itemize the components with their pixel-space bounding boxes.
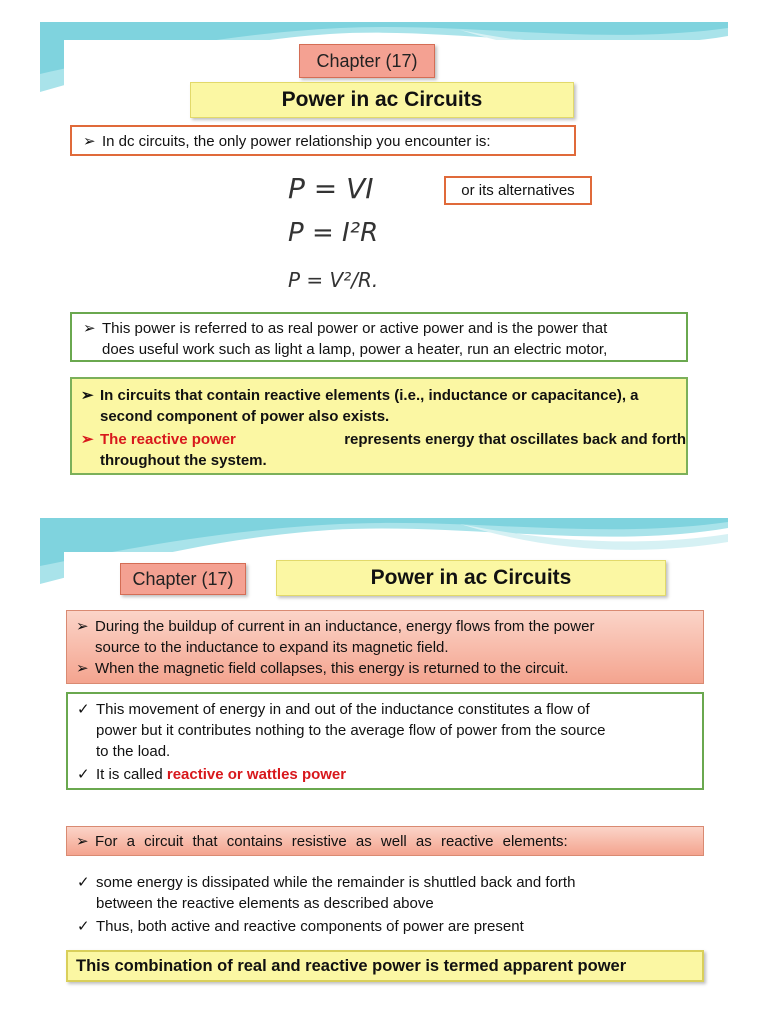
apparent-power-box: This combination of real and reactive power is termed apparent power <box>66 950 704 982</box>
chapter-label: Chapter (17) <box>120 563 246 595</box>
real-power-row <box>80 318 692 360</box>
circuit-row <box>73 831 705 852</box>
slide-2 <box>40 518 728 1000</box>
movement-check-1 <box>74 699 706 762</box>
arrow-bullet-icon: ➢ <box>76 618 89 635</box>
formula-p-i2r: P = I²R <box>288 218 379 248</box>
checkmark-icon: ✓ <box>77 766 90 783</box>
inductance-box <box>66 610 704 684</box>
reactive-line-3 <box>100 429 686 450</box>
real-power-box <box>70 312 688 362</box>
movement-line-1: This movement of energy in and out of the inductance constitutes a flow of <box>96 701 590 718</box>
energy-line-3: Thus, both active and reactive components of power are present <box>96 918 524 935</box>
intro-box <box>70 125 576 156</box>
energy-check-1 <box>74 872 716 914</box>
checkmark-icon: ✓ <box>77 918 90 935</box>
intro-text: In dc circuits, the only power relationship you encounter is: <box>102 133 491 150</box>
reactive-line-1: In circuits that contain reactive elements (i.e., inductance or capacitance), a <box>100 387 639 404</box>
energy-check-2 <box>74 916 716 937</box>
slide-title: Power in ac Circuits <box>190 82 574 118</box>
formula-p-vi: P = VI <box>288 172 374 205</box>
chapter-label: Chapter (17) <box>299 44 435 78</box>
movement-called-prefix: It is called <box>96 766 167 783</box>
real-power-line-2: does useful work such as light a lamp, power a heater, run an electric motor, <box>102 341 608 358</box>
reactive-line-4: throughout the system. <box>100 452 267 469</box>
energy-line-2: between the reactive elements as described above <box>96 895 434 912</box>
circuit-text: For a circuit that contains resistive as well as reactive elements: <box>95 833 568 850</box>
arrow-bullet-icon: ➢ <box>83 320 96 337</box>
reactive-bullet-1 <box>78 385 686 427</box>
movement-check-2 <box>74 764 706 785</box>
reactive-bullet-2 <box>78 429 686 471</box>
arrow-bullet-icon: ➢ <box>76 833 89 850</box>
slide-1 <box>40 22 728 502</box>
inductance-line-2: source to the inductance to expand its magnetic field. <box>95 639 449 656</box>
arrow-bullet-red-icon: ➢ <box>81 431 94 448</box>
reactive-line-2: second component of power also exists. <box>100 408 390 425</box>
inductance-bullet-1 <box>73 616 705 658</box>
energy-line-1: some energy is dissipated while the remainder is shuttled back and forth <box>96 874 576 891</box>
inductance-line-3: When the magnetic field collapses, this energy is returned to the circuit. <box>95 660 569 677</box>
arrow-bullet-icon: ➢ <box>81 387 94 404</box>
reactive-power-term: The reactive power <box>100 431 236 448</box>
reactive-wattles-term: reactive or wattles power <box>166 766 347 783</box>
arrow-bullet-icon: ➢ <box>76 660 89 677</box>
movement-box <box>66 692 704 790</box>
slide-title: Power in ac Circuits <box>276 560 666 596</box>
reactive-box <box>70 377 688 475</box>
checkmark-icon: ✓ <box>77 701 90 718</box>
reactive-power-desc: represents energy that oscillates back and forth <box>344 431 686 448</box>
inductance-line-1: During the buildup of current in an inductance, energy flows from the power <box>95 618 595 635</box>
real-power-line-1: This power is referred to as real power or active power and is the power that <box>102 320 608 337</box>
formula-p-v2r: P = V²/R. <box>288 268 379 292</box>
intro-row <box>80 131 491 152</box>
movement-line-3: to the load. <box>96 743 171 760</box>
arrow-bullet-icon: ➢ <box>83 133 96 150</box>
alternatives-box: or its alternatives <box>444 176 592 205</box>
movement-line-2: power but it contributes nothing to the average flow of power from the source <box>96 722 606 739</box>
circuit-box <box>66 826 704 856</box>
checkmark-icon: ✓ <box>77 874 90 891</box>
inductance-bullet-2 <box>73 658 705 679</box>
